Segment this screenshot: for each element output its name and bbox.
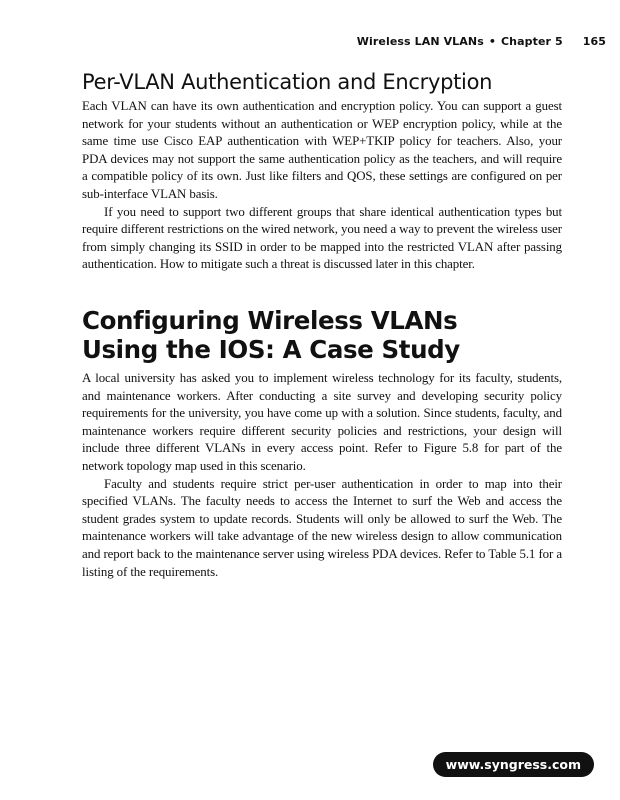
section-heading: Per-VLAN Authentication and Encryption [82,70,493,94]
case-study-paragraph-1: A local university has asked you to implement wireless technology for its faculty, students, and maintenance workers. After conducting a site survey and developing security policy requirements for the university, you have come up with a solution. Since students, faculty, and maintenance workers require different security policies and restrictions, your design will include three different VLANs in every access point. Refer to Figure 5.8 for part of the network topology map used in this scenario. [82,371,562,473]
section-body [82,98,562,274]
case-study-heading [82,306,460,364]
running-head-title: Wireless LAN VLANs [356,35,484,48]
case-study-heading-line-2: Using the IOS: A Case Study [82,335,460,364]
running-head-separator: • [488,35,496,48]
case-study-body [82,370,562,581]
case-study-heading-line-1: Configuring Wireless VLANs [82,306,458,335]
section-paragraph-1: Each VLAN can have its own authentication and encryption policy. You can support a guest network for your students without an authentication or WEP encryption policy, while at the same time use Cisco EAP authentication with WEP+TKIP policy for teachers. Also, your PDA devices may not support the same authentication policy as the teachers, and will require a compatible policy of its own. Just like filters and QOS, these settings are configured on per sub-interface VLAN basis. [82,99,562,201]
case-study-paragraph-2: Faculty and students require strict per-user authentication in order to map into their specified VLANs. The faculty needs to access the Internet to surf the Web and access the student grades system to update records. Students will only be allowed to surf the Web. The maintenance workers will take advantage of the new wireless design to allow communication and report back to the maintenance server using wireless PDA devices. Refer to Table 5.1 for a listing of the requirements. [82,476,562,579]
running-head-chapter: Chapter 5 [501,35,563,48]
running-head [357,35,606,48]
publisher-url-badge: www.syngress.com [433,752,594,777]
section-paragraph-2: If you need to support two different groups that share identical authentication types but require different restrictions on the wired network, you need a way to prevent the wireless user from simply changing its SSID in order to be mapped into the restricted VLAN after passing authentication. How to mitigate such a threat is discussed later in this chapter. [82,204,562,272]
page-number: 165 [582,35,606,48]
